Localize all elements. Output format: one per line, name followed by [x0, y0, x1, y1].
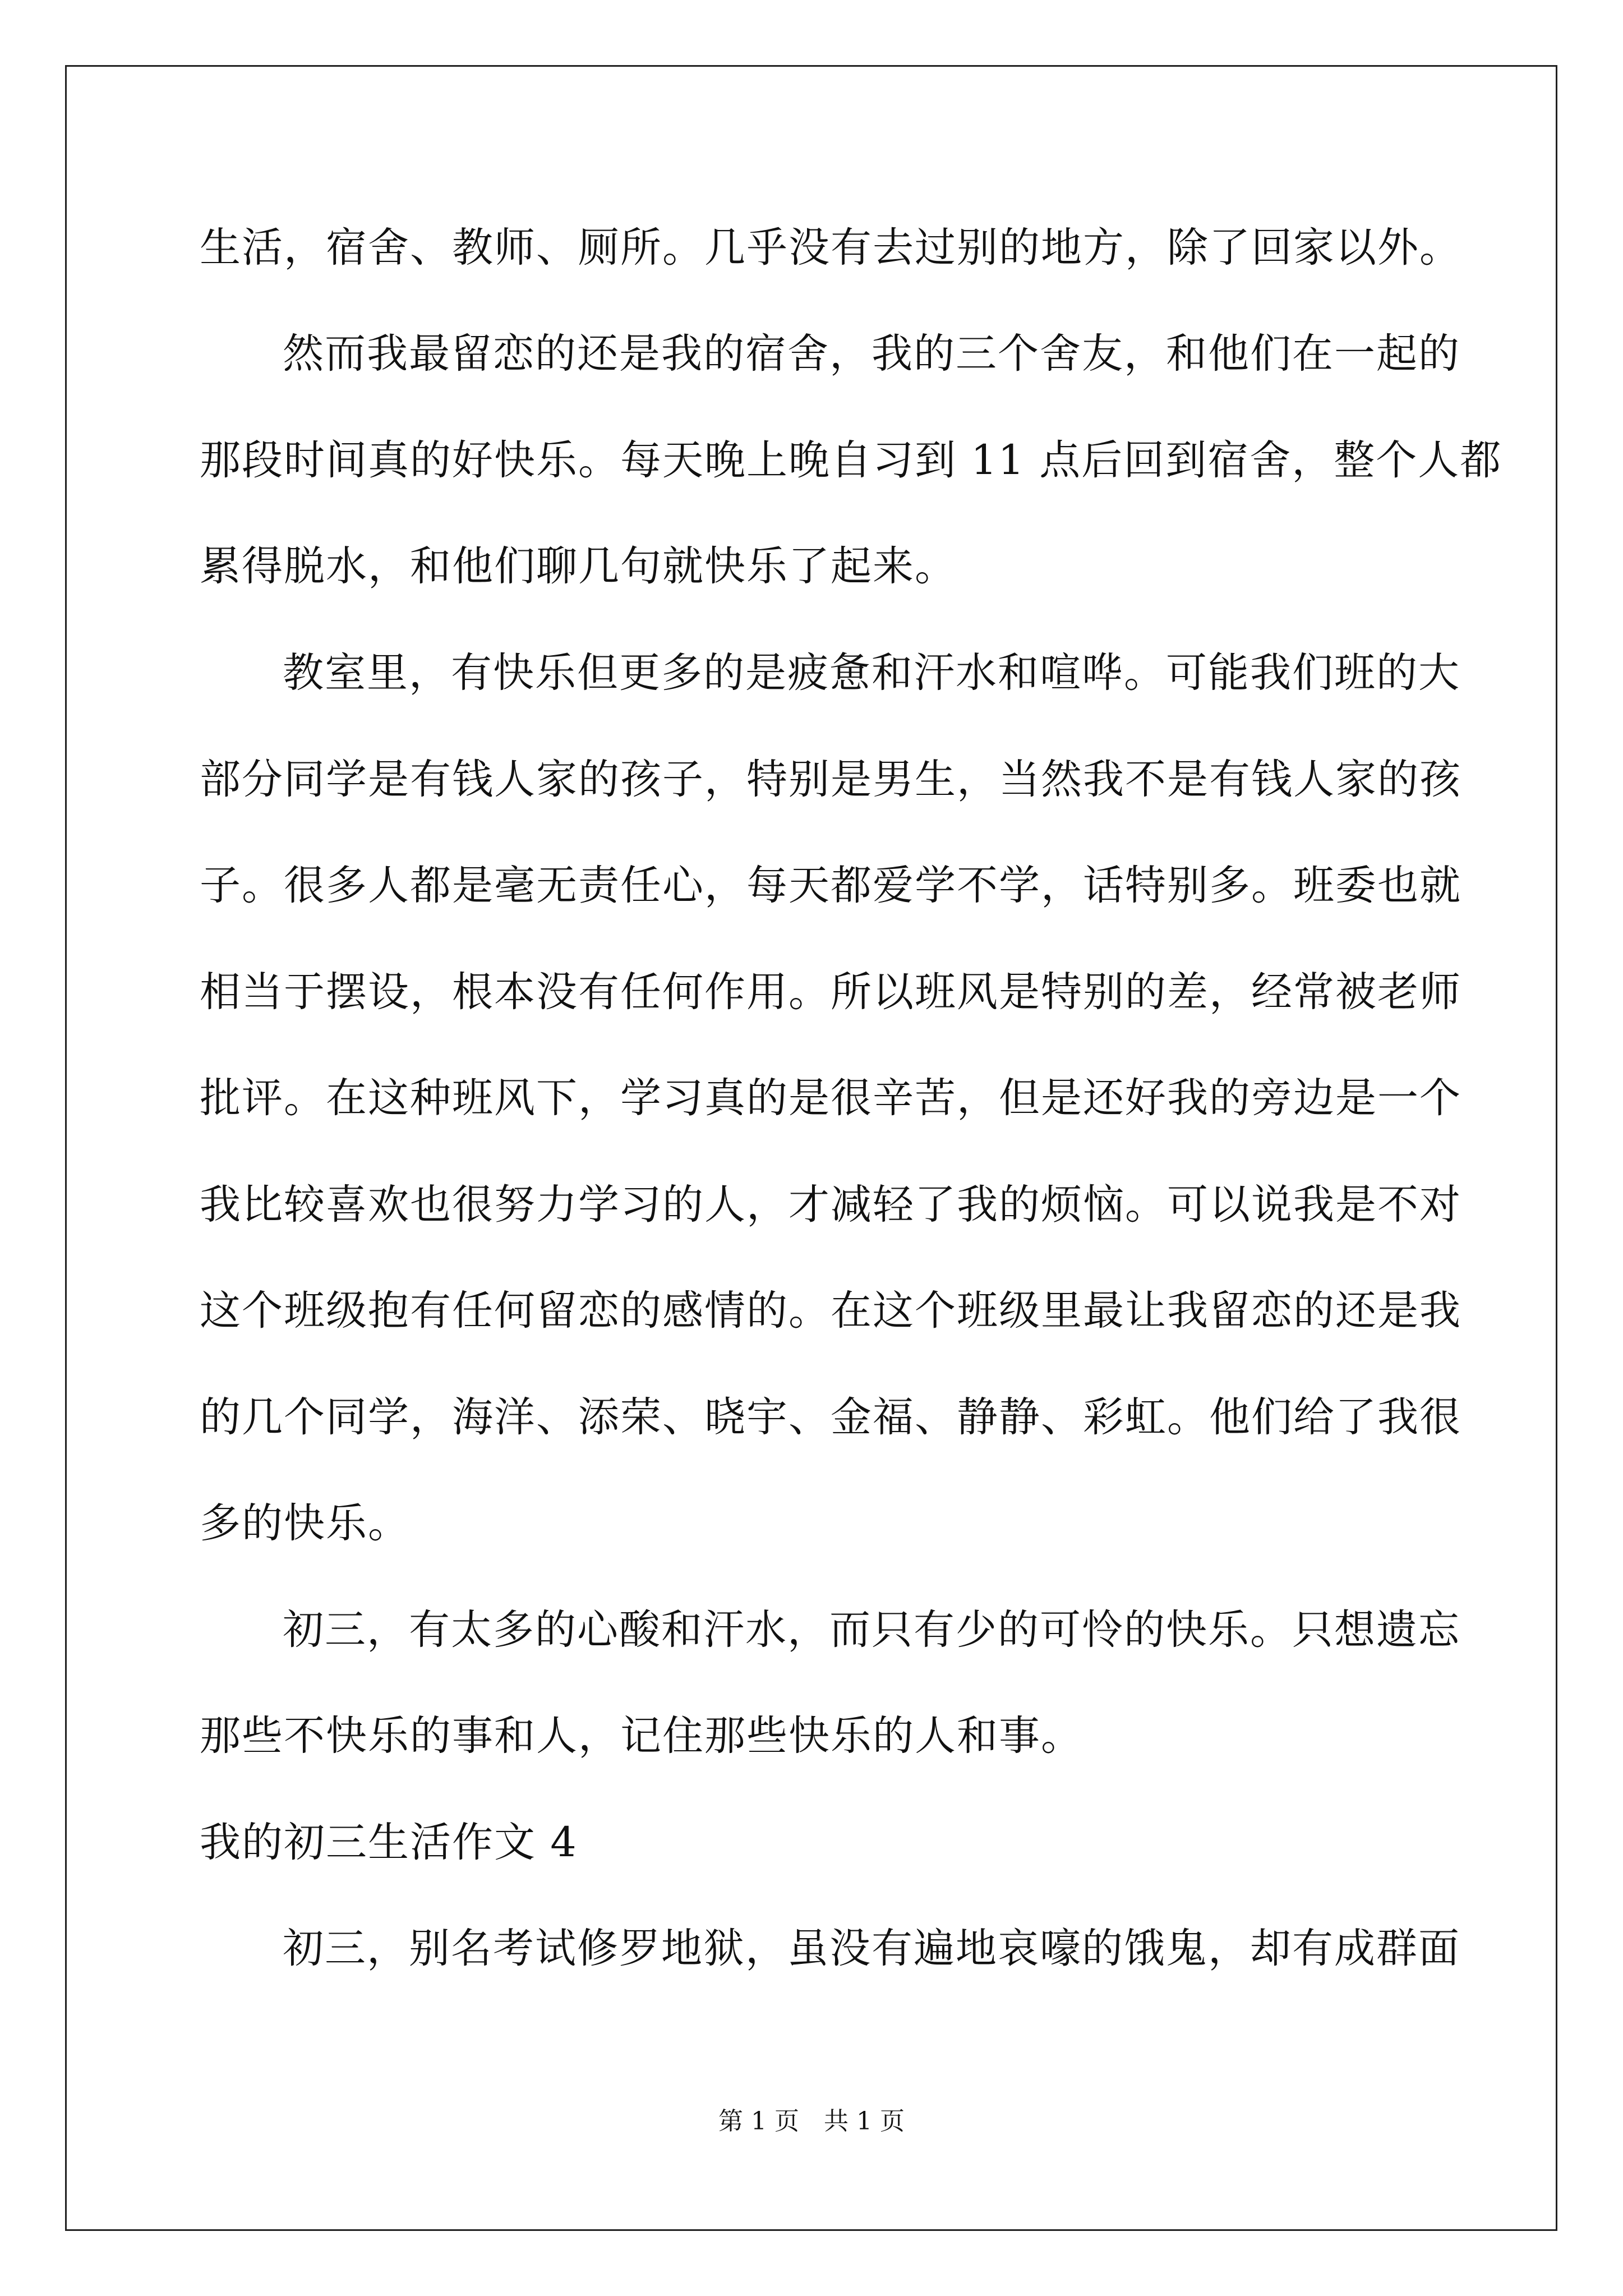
text-line: 相当于摆设，根本没有任何作用。所以班风是特别的差，经常被老师: [200, 968, 1461, 1016]
section-heading: 我的初三生活作文 4: [200, 1819, 578, 1866]
text-line: 那段时间真的好快乐。每天晚上晚自习到 11 点后回到宿舍，整个人都: [200, 436, 1502, 484]
text-line: 的几个同学，海洋、添荣、晓宇、金福、静静、彩虹。他们给了我很: [200, 1393, 1461, 1441]
text-line: 初三，有太多的心酸和汗水，而只有少的可怜的快乐。只想遗忘: [283, 1606, 1460, 1654]
text-line: 初三，别名考试修罗地狱，虽没有遍地哀嚎的饿鬼，却有成群面: [283, 1925, 1460, 1972]
text-line: 教室里，有快乐但更多的是疲惫和汗水和喧哗。可能我们班的大: [283, 649, 1460, 697]
text-line: 批评。在这种班风下，学习真的是很辛苦，但是还好我的旁边是一个: [200, 1074, 1461, 1122]
text-line: 我比较喜欢也很努力学习的人，才减轻了我的烦恼。可以说我是不对: [200, 1181, 1461, 1228]
text-line: 多的快乐。: [200, 1499, 410, 1547]
text-line: 子。很多人都是毫无责任心，每天都爱学不学，话特别多。班委也就: [200, 862, 1461, 909]
text-line: 然而我最留恋的还是我的宿舍，我的三个舍友，和他们在一起的: [283, 330, 1460, 378]
text-line: 生活，宿舍、教师、厕所。几乎没有去过别的地方，除了回家以外。: [200, 224, 1461, 272]
page-number: 第 1 页 共 1 页: [718, 2107, 905, 2136]
text-line: 部分同学是有钱人家的孩子，特别是男生，当然我不是有钱人家的孩: [200, 756, 1461, 803]
text-line: 累得脱水，和他们聊几句就快乐了起来。: [200, 542, 957, 590]
text-line: 那些不快乐的事和人，记住那些快乐的人和事。: [200, 1712, 1083, 1760]
text-line: 这个班级抱有任何留恋的感情的。在这个班级里最让我留恋的还是我: [200, 1287, 1461, 1335]
page-border: [65, 65, 1557, 2231]
